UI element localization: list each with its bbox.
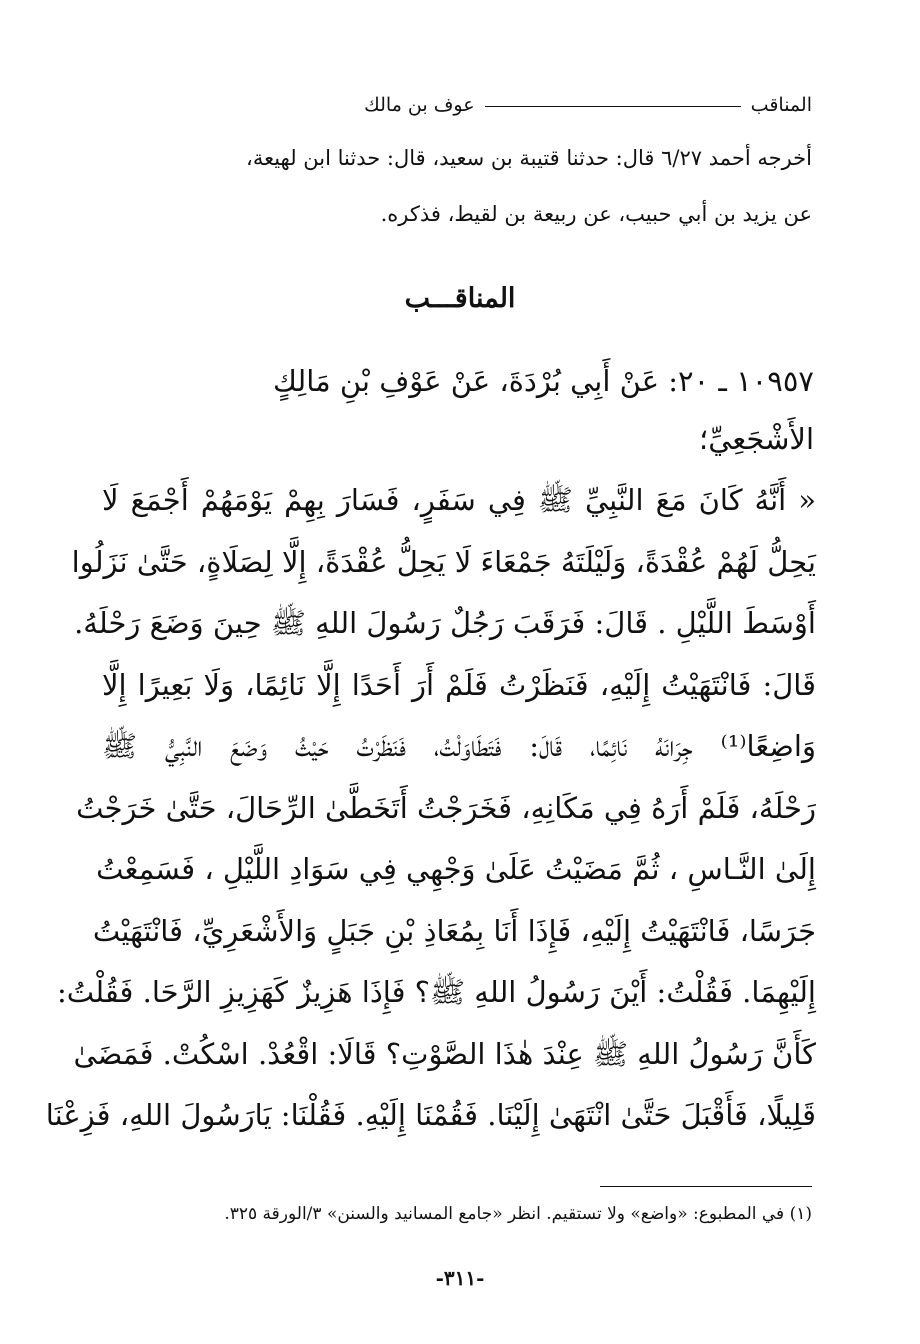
header-chapter-title: عوف بن مالك xyxy=(364,94,475,116)
hadith-text-line: إِلَىٰ النَّـاسِ ، ثُمَّ مَضَيْتُ عَلَىٰ وَجْهِي فِي سَوَادِ اللَّيْلِ ، فَسَمِعْتُ xyxy=(96,852,816,886)
hadith-text-line: إِلَيْهِمَا. فَقُلْتُ: أَيْنَ رَسُولُ اللهِ ﷺ؟ فَإِذَا هَزِيزٌ كَهَزِيزِ الرَّحَا. فَقُلْتُ: xyxy=(57,975,816,1009)
hadith-text-line: كَأَنَّ رَسُولُ اللهِ ﷺ عِنْدَ هٰذَا الصَّوْتِ؟ قَالَا: اقْعُدْ. اسْكُتْ. فَمَضَىٰ xyxy=(73,1036,816,1071)
hadith-text-line: وَاضِعًا⁽¹⁾ جِرَانَهُ نَائِمًا، قَالَ: فَتَطَاوَلْتُ، فَنَظَرْتُ حَيْثُ وَضَعَ النَّبِيُّ ﷺ xyxy=(102,729,816,763)
section-heading: المناقـــب xyxy=(404,283,516,314)
hadith-text-line: قَالَ: فَانْتَهَيْتُ إِلَيْهِ، فَنَظَرْتُ فَلَمْ أَرَ أَحَدًا إِلَّا نَائِمًا، وَلَا بَعِيرًا إِلَّا xyxy=(102,667,816,702)
hadith-heading xyxy=(104,352,814,468)
hadith-text-line: « أَنَّهُ كَانَ مَعَ النَّبِيِّ ﷺ فِي سَفَرٍ، فَسَارَ بِهِمْ يَوْمَهُمْ أَجْمَعَ لَا xyxy=(102,483,816,517)
hadith-text xyxy=(45,470,816,1147)
footnote: (١) في المطبوع: «واضع» ولا تستقيم. انظر «جامع المسانيد والسنن» ٣/الورقة ٣٢٥. xyxy=(224,1204,812,1224)
hadith-text-line: أَوْسَطَ اللَّيْلِ . قَالَ: فَرَقَبَ رَجُلٌ رَسُولَ اللهِ ﷺ حِينَ وَضَعَ رَحْلَهُ. xyxy=(74,606,816,640)
hadith-text-line: رَحْلَهُ، فَلَمْ أَرَهُ فِي مَكَانِهِ، فَخَرَجْتُ أَتَخَطَّىٰ الرِّحَالَ، حَتَّىٰ خَرَجْتُ xyxy=(76,790,816,825)
takhrij-line: عن يزيد بن أبي حبيب، عن ربيعة بن لقيط، فذكره. xyxy=(380,202,812,226)
header-rule xyxy=(485,106,741,107)
takhrij-note xyxy=(104,130,812,242)
footnote-divider xyxy=(600,1186,812,1187)
hadith-text-line: جَرَسًا، فَانْتَهَيْتُ إِلَيْهِ، فَإِذَا أَنَا بِمُعَاذِ بْنِ جَبَلٍ وَالأَشْعَرِيِّ، فَانْتَهَيْتُ xyxy=(92,913,816,948)
running-header xyxy=(108,86,812,116)
hadith-heading-line: الأَشْجَعِيِّ؛ xyxy=(699,422,814,456)
hadith-heading-line: ١٠٩٥٧ ـ ٢٠: عَنْ أَبِي بُرْدَةَ، عَنْ عَوْفِ بْنِ مَالِكٍ xyxy=(272,364,814,398)
takhrij-line: أخرجه أحمد ٦/٢٧ قال: حدثنا قتيبة بن سعيد، قال: حدثنا ابن لهيعة، xyxy=(246,146,812,170)
header-section-title: المناقب xyxy=(750,94,812,116)
hadith-text-line: قَلِيلًا، فَأَقْبَلَ حَتَّىٰ انْتَهَىٰ إِلَيْنَا. فَقُمْنَا إِلَيْهِ. فَقُلْنَا: يَارَسُولَ اللهِ، فَزِعْنَا xyxy=(45,1098,816,1132)
page-number: -٣١١- xyxy=(435,1266,485,1290)
hadith-text-line: يَحِلُّ لَهُمْ عُقْدَةً، وَلَيْلَتَهُ جَمْعَاءَ لَا يَحِلُّ عُقْدَةً، إِلَّا لِصَلَاةٍ، حَتَّىٰ نَزَلُوا xyxy=(71,544,816,579)
